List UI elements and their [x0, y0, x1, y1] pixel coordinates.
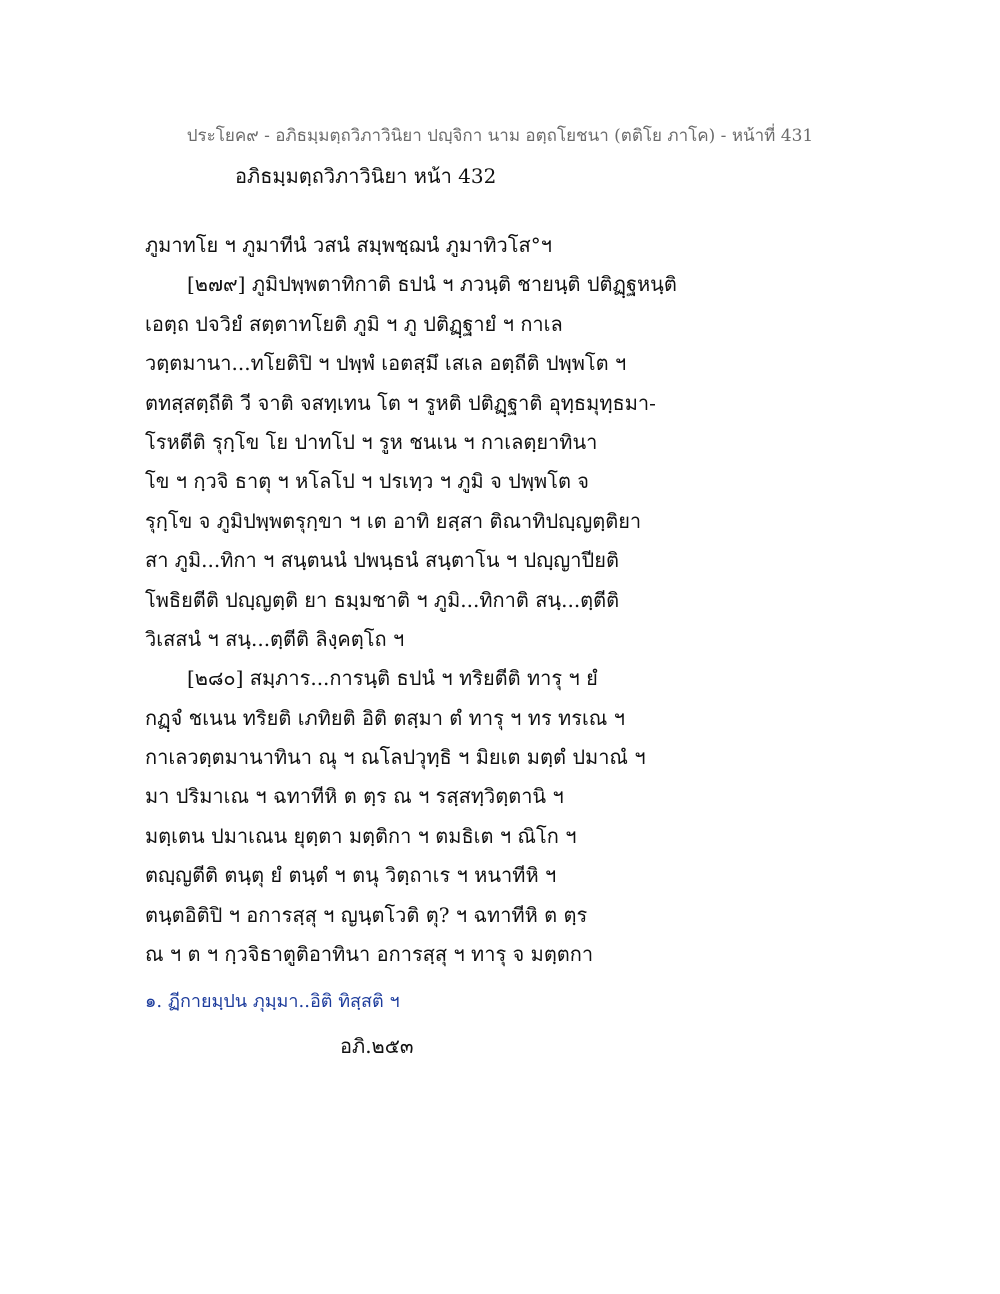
- text-line: โพธิยตีติ ปญฺญตฺติ ยา ธมฺมชาติ ฯ ภูมิ...ทิกาติ สนฺ...ตฺตีติ: [145, 587, 620, 612]
- text-line: มตฺเตน ปมาเณน ยุตฺตา มตฺติกา ฯ ตมธิเต ฯ ณิโก ฯ: [145, 823, 577, 848]
- running-header: ประโยค๙ - อภิธมฺมตฺถวิภาวินิยา ปญฺจิกา นาม อตฺถโยชนา (ตติโย ภาโค) - หน้าที่ 431: [186, 126, 814, 146]
- text-line: เอตฺถ ปจวิยํ สตฺตาทโยติ ภูมิ ฯ ภู ปติฏฺฐายํ ฯ กาเล: [145, 311, 563, 336]
- page-title: อภิธมฺมตฺถวิภาวินิยา หน้า 432: [235, 164, 497, 188]
- text-line: สา ภูมิ...ทิกา ฯ สนฺตนนํ ปพนฺธนํ สนฺตาโน ฯ ปญฺญาปียติ: [145, 548, 619, 573]
- text-line: ตนฺตอิติปิ ฯ อการสฺสุ ฯ ญนฺตโวติ ตุ? ฯ ฉทาทีหิ ต ตฺร: [145, 902, 588, 927]
- text-line: [๒๘๐] สมฺภาร...การนฺติ ธปนํ ฯ ทริยตีติ ทารุ ฯ ยํ: [187, 666, 598, 691]
- text-line: กฏฺจํ ชเนน ทริยติ เภทิยติ อิติ ตสฺมา ตํ ทารุ ฯ ทร ทรเณ ฯ: [145, 705, 625, 730]
- text-line: วิเสสนํ ฯ สนฺ...ตฺตีติ ลิงฺคตฺโถ ฯ: [145, 626, 405, 651]
- text-line: ตญฺญตีติ ตนฺตุ ยํ ตนฺตํ ฯ ตนุ วิตฺถาเร ฯ หนาทีหิ ฯ: [145, 863, 557, 888]
- text-line: ณ ฯ ต ฯ กฺวจิธาตูติอาทินา อการสฺสุ ฯ ทารุ จ มตฺตกา: [145, 942, 594, 967]
- text-line: มา ปริมาเณ ฯ ฉทาทีหิ ต ตฺร ณ ฯ รสฺสทฺวิตฺตานิ ฯ: [145, 784, 564, 809]
- text-line: [๒๗๙] ภูมิปพฺพตาทิกาติ ธปนํ ฯ ภวนฺติ ชายนฺติ ปติฏฺฐหนฺติ: [187, 272, 677, 297]
- text-line: วตฺตมานา...ทโยติปิ ฯ ปพฺพํ เอตสฺมึ เสเล อตฺถีติ ปพฺพโต ฯ: [145, 351, 627, 376]
- page-reference: อภิ.๒๕๓: [340, 1034, 414, 1058]
- text-line: กาเลวตฺตมานาทินา ณุ ฯ ณโลปวุทฺธิ ฯ มิยเต มตฺตํ ปมาณํ ฯ: [145, 745, 646, 770]
- text-line: โข ฯ กฺวจิ ธาตุ ฯ หโลโป ฯ ปรเทฺว ฯ ภูมิ จ ปพฺพโต จ: [145, 469, 590, 494]
- text-line: ตทสฺสตฺถีติ วี จาติ จสทฺเทน โต ฯ รูหติ ปติฏฺฐาติ อุทฺธมุทฺธมา-: [145, 390, 656, 415]
- text-line: โรหตีติ รุกฺโข โย ปาทโป ฯ รูห ชนเน ฯ กาเลตฺยาทินา: [145, 429, 598, 454]
- text-line: ภูมาทโย ฯ ภูมาทีนํ วสนํ สมฺพชฺฌนํ ภูมาทิวโส°ฯ: [145, 233, 552, 257]
- footnote: ๑. ฏีกายมฺปน ภุมฺมา..อิติ ทิสฺสติ ฯ: [145, 991, 400, 1012]
- body-text: [145, 226, 705, 974]
- text-line: รุกฺโข จ ภูมิปพฺพตรุกฺขา ฯ เต อาทิ ยสฺสา ติณาทิปญฺญตฺติยา: [145, 508, 642, 533]
